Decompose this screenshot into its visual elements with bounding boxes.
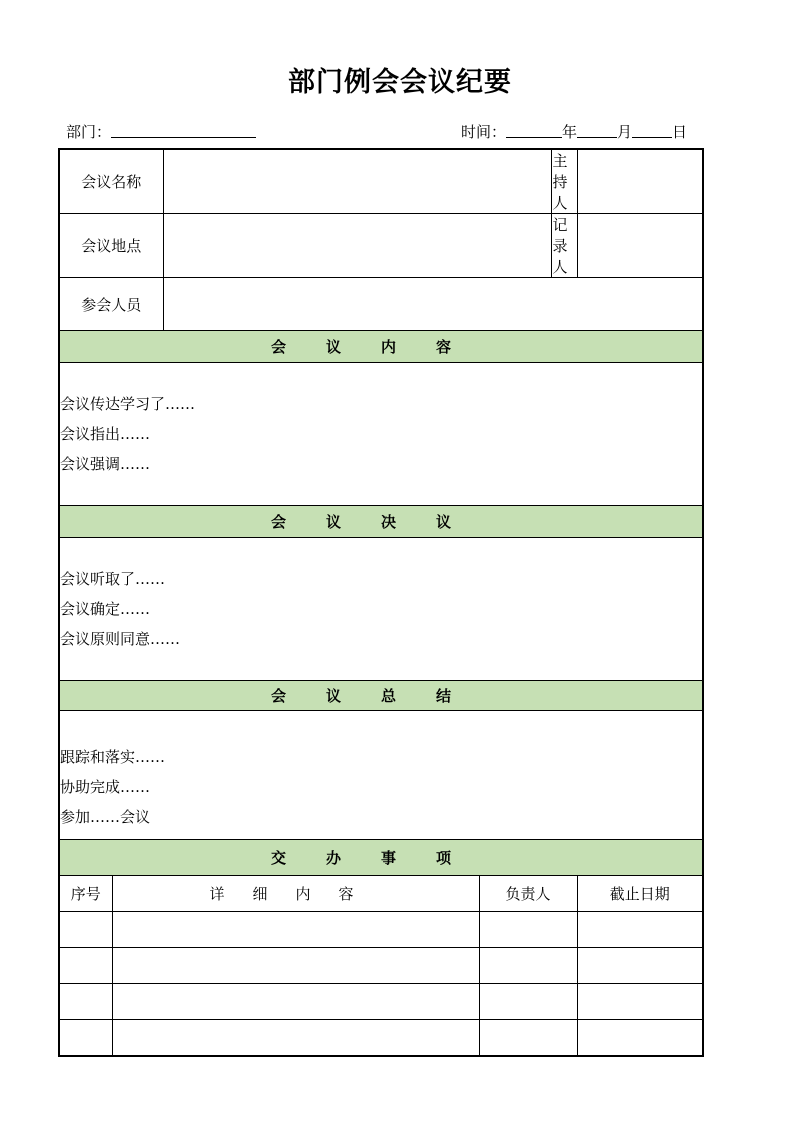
task-deadline-cell[interactable] <box>577 1020 703 1056</box>
task-details-cell[interactable] <box>112 984 479 1020</box>
content-text-area[interactable] <box>59 363 703 506</box>
content-line: 会议强调…… <box>60 455 151 473</box>
summary-line: 跟踪和落实…… <box>60 747 166 766</box>
task-owner-cell[interactable] <box>479 1020 577 1056</box>
task-deadline-cell[interactable] <box>577 948 703 984</box>
recorder-value[interactable] <box>577 214 703 278</box>
resolution-line: 会议听取了…… <box>60 570 166 588</box>
content-line: 会议传达学习了…… <box>60 395 196 413</box>
department-field <box>66 122 256 142</box>
task-owner-cell[interactable] <box>479 912 577 948</box>
month-blank[interactable] <box>577 122 617 138</box>
col-header-deadline: 截止日期 <box>577 876 703 912</box>
table-row <box>59 1020 703 1056</box>
tasks-section-title: 交办事项 <box>59 840 703 876</box>
host-label: 主持人 <box>551 149 577 214</box>
summary-section-title: 会议总结 <box>59 681 703 711</box>
time-label: 时间： <box>461 123 507 141</box>
task-number-cell[interactable] <box>59 948 112 984</box>
task-deadline-cell[interactable] <box>577 984 703 1020</box>
attendees-value[interactable] <box>163 278 703 331</box>
task-owner-cell[interactable] <box>479 984 577 1020</box>
month-label: 月 <box>617 123 633 141</box>
task-details-cell[interactable] <box>112 1020 479 1056</box>
location-label: 会议地点 <box>59 214 163 278</box>
summary-line: 协助完成…… <box>60 777 151 796</box>
table-row <box>59 948 703 984</box>
date-field <box>461 122 687 142</box>
day-label: 日 <box>672 123 688 141</box>
task-owner-cell[interactable] <box>479 948 577 984</box>
resolution-section-title: 会议决议 <box>59 506 703 538</box>
resolution-text-area[interactable] <box>59 538 703 681</box>
resolution-line: 会议原则同意…… <box>60 630 181 648</box>
row-location <box>59 214 703 278</box>
content-section-title: 会议内容 <box>59 331 703 363</box>
section-body-content <box>59 363 703 506</box>
col-header-number: 序号 <box>59 876 112 912</box>
section-body-resolution <box>59 538 703 681</box>
task-details-cell[interactable] <box>112 948 479 984</box>
section-header-resolution <box>59 506 703 538</box>
task-details-cell[interactable] <box>112 912 479 948</box>
task-deadline-cell[interactable] <box>577 912 703 948</box>
resolution-line: 会议确定…… <box>60 600 151 618</box>
row-meeting-name <box>59 149 703 214</box>
section-header-tasks <box>59 840 703 876</box>
recorder-label: 记录人 <box>551 214 577 278</box>
attendees-label: 参会人员 <box>59 278 163 331</box>
col-header-owner: 负责人 <box>479 876 577 912</box>
row-attendees <box>59 278 703 331</box>
task-number-cell[interactable] <box>59 1020 112 1056</box>
minutes-form <box>58 148 704 1057</box>
document-title: 部门例会会议纪要 <box>288 67 512 98</box>
meeting-name-label: 会议名称 <box>59 149 163 214</box>
department-label: 部门： <box>66 123 112 141</box>
section-body-summary <box>59 711 703 840</box>
summary-line: 参加……会议 <box>60 807 151 826</box>
content-line: 会议指出…… <box>60 425 151 443</box>
year-label: 年 <box>562 123 578 141</box>
table-row <box>59 912 703 948</box>
year-blank[interactable] <box>506 122 562 138</box>
department-blank[interactable] <box>111 122 256 138</box>
tasks-header-row <box>59 876 703 912</box>
table-row <box>59 984 703 1020</box>
section-header-summary <box>59 681 703 711</box>
col-header-details: 详细内容 <box>112 876 479 912</box>
location-value[interactable] <box>163 214 551 278</box>
host-value[interactable] <box>577 149 703 214</box>
summary-text-area[interactable] <box>59 711 703 840</box>
task-number-cell[interactable] <box>59 984 112 1020</box>
task-number-cell[interactable] <box>59 912 112 948</box>
meeting-name-value[interactable] <box>163 149 551 214</box>
day-blank[interactable] <box>632 122 672 138</box>
section-header-content <box>59 331 703 363</box>
